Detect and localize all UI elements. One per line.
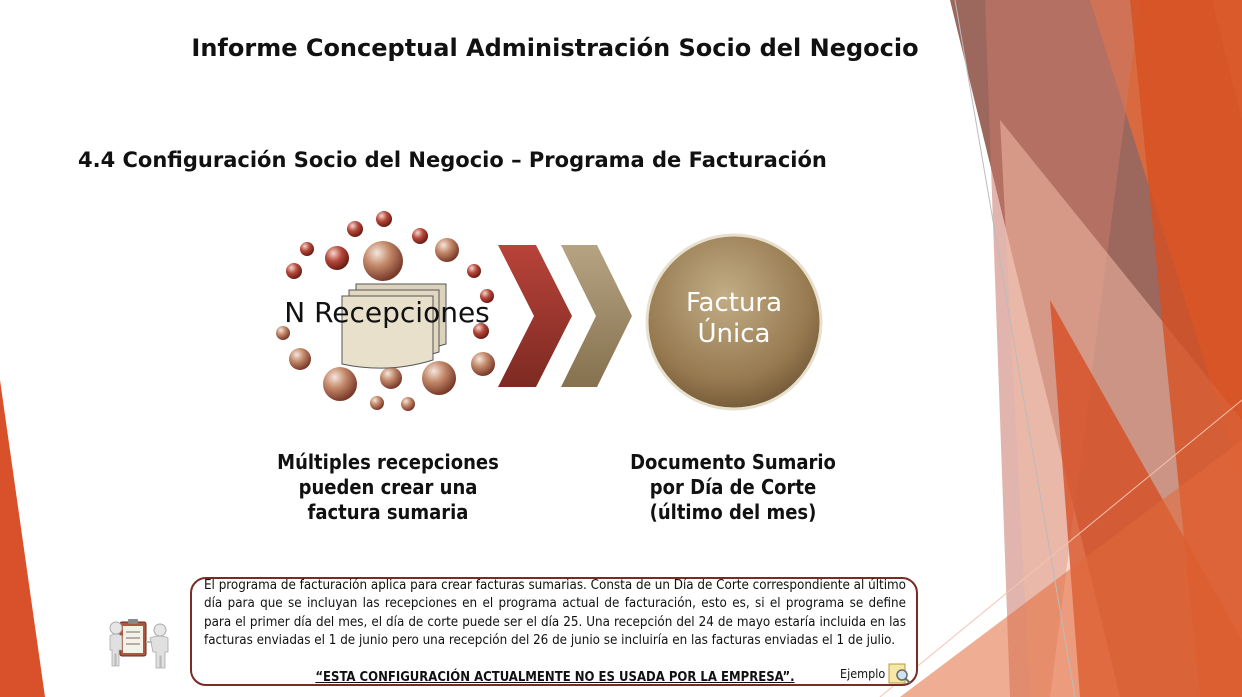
slide-title: Informe Conceptual Administración Socio del Negocio — [191, 34, 919, 62]
chevron-arrow-red — [498, 245, 572, 387]
factura-label-line2: Única — [697, 319, 771, 349]
note-warning: “ESTA CONFIGURACIÓN ACTUALMENTE NO ES USADA POR LA EMPRESA”. — [315, 670, 795, 685]
example-link[interactable]: Ejemplo — [840, 666, 886, 681]
magnifier-document-icon[interactable] — [887, 662, 913, 686]
factura-unica-label — [655, 288, 813, 350]
recepciones-node-label: N Recepciones — [284, 296, 490, 329]
summary-document-caption: Documento Sumario por Día de Corte (último del mes) — [630, 450, 836, 524]
clipboard-people-icon — [106, 612, 178, 670]
factura-label-line1: Factura — [685, 288, 783, 318]
multiple-receptions-caption: Múltiples recepciones pueden crear una factura sumaria — [277, 450, 499, 524]
section-subtitle: 4.4 Configuración Socio del Negocio – Programa de Facturación — [78, 148, 827, 172]
note-text: El programa de facturación aplica para crear facturas sumarias. Consta de un Día de Corte correspondiente al último día para que se incluyan las recepciones en el programa actual de facturación, esto es, si el programa se define para el primer día del mes, el día de corte puede ser el día 25. Una recepción del 24 de mayo estaría incluida en las facturas enviadas el 1 de junio pero una recepción del 26 de junio se incluiría en las facturas enviadas el 1 de julio. — [204, 578, 906, 648]
